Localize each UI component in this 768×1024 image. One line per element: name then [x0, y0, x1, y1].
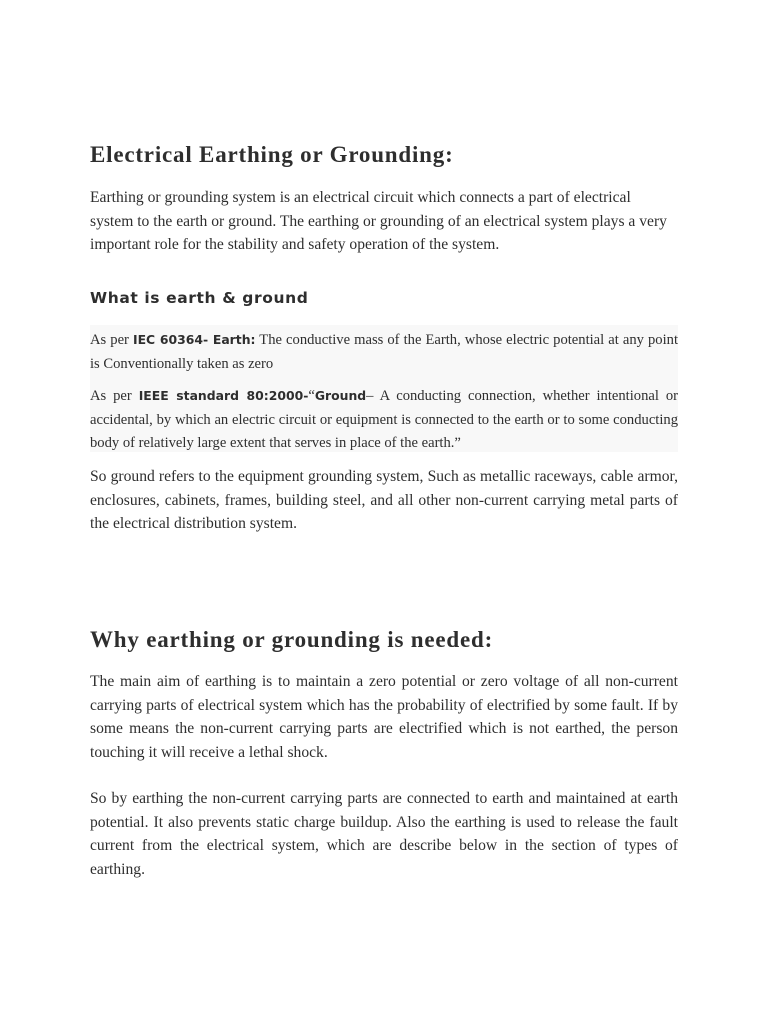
ieee-prefix: As per — [90, 388, 139, 404]
subheading-earth-ground: What is earth & ground — [90, 289, 309, 307]
heading-electrical-earthing: Electrical Earthing or Grounding: — [90, 142, 454, 167]
iec-label: IEC 60364- Earth: — [132, 332, 256, 347]
ieee-label: IEEE standard 80:2000- — [138, 388, 309, 403]
ieee-open-quote: “ — [308, 388, 315, 404]
iec-prefix: As per — [90, 332, 133, 348]
ieee-definition — [90, 384, 678, 456]
earthing-purpose-paragraph: So by earthing the non-current carrying parts are connected to earth and maintained at earth potential. It also prevents static charge buildup. Also the earthing is used to release the fault current from the electrical system, which are describe below in the section of types of earthing. — [90, 790, 678, 878]
iec-definition — [90, 328, 678, 376]
ground-refers-paragraph: So ground refers to the equipment grounding system, Such as metallic raceways, cable armor, enclosures, cabinets, frames, building steel, and all other non-current carrying metal parts of the electrical distribution system. — [90, 468, 678, 532]
main-aim-paragraph: The main aim of earthing is to maintain a zero potential or zero voltage of all non-current carrying parts of electrical system which has the probability of electrified by some fault. If by some means the non-current carrying parts are electrified which is not earthed, the person touching it will receive a lethal shock. — [90, 673, 678, 761]
heading-why-earthing: Why earthing or grounding is needed: — [90, 627, 494, 652]
intro-paragraph: Earthing or grounding system is an electrical circuit which connects a part of electrical system to the earth or ground. The earthing or grounding of an electrical system plays a very important role for the stability and safety operation of the system. — [90, 189, 667, 253]
ieee-term: Ground — [314, 388, 367, 403]
iec-text: The conductive mass of the Earth, whose electric potential at any point is Conventionally taken as zero — [90, 332, 679, 372]
ieee-text: – A conducting connection, whether intentional or accidental, by which an electric circuit or equipment is connected to the earth or to some conducting body of relatively large extent that serves in place of the earth.” — [90, 388, 678, 451]
definitions-box — [90, 325, 678, 452]
